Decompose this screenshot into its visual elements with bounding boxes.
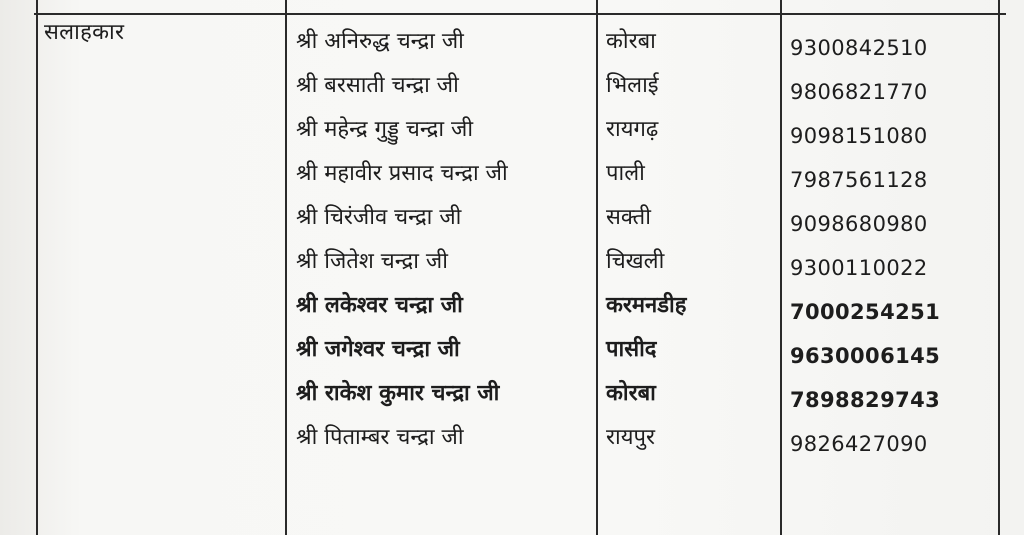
- advisor-phone: 7987561128: [790, 168, 928, 192]
- advisor-phone: 9098151080: [790, 124, 928, 148]
- advisor-name: श्री जितेश चन्द्रा जी: [296, 249, 448, 274]
- advisor-phone: 7898829743: [790, 388, 941, 412]
- advisor-place: पासीद: [606, 337, 657, 362]
- advisor-name: श्री लकेश्वर चन्द्रा जी: [296, 293, 463, 318]
- advisor-place: रायपुर: [606, 425, 655, 450]
- advisor-phone: 9806821770: [790, 80, 928, 104]
- advisor-place: करमनडीह: [606, 293, 687, 318]
- advisor-name: श्री राकेश कुमार चन्द्रा जी: [296, 381, 500, 406]
- advisor-name: श्री अनिरुद्ध चन्द्रा जी: [296, 29, 464, 54]
- advisor-place: रायगढ़: [606, 117, 659, 142]
- advisor-place: पाली: [606, 161, 645, 186]
- advisor-phone: 9098680980: [790, 212, 928, 236]
- advisor-place: कोरबा: [606, 29, 656, 54]
- advisor-place: भिलाई: [606, 73, 659, 98]
- advisor-name: श्री जगेश्वर चन्द्रा जी: [296, 337, 460, 362]
- advisor-name: श्री महेन्द्र गुड्डु चन्द्रा जी: [296, 117, 474, 142]
- advisor-phone: 9630006145: [790, 344, 941, 368]
- category-label: सलाहकार: [44, 20, 125, 45]
- advisor-name: श्री बरसाती चन्द्रा जी: [296, 73, 459, 98]
- advisor-name: श्री पिताम्बर चन्द्रा जी: [296, 425, 464, 450]
- advisor-place: चिखली: [606, 249, 665, 274]
- advisor-place: कोरबा: [606, 381, 656, 406]
- advisor-phone: 7000254251: [790, 300, 941, 324]
- advisor-phone: 9300842510: [790, 36, 928, 60]
- advisor-place: सक्ती: [606, 205, 651, 230]
- advisor-phone: 9300110022: [790, 256, 928, 280]
- advisor-phone: 9826427090: [790, 432, 928, 456]
- advisor-name: श्री महावीर प्रसाद चन्द्रा जी: [296, 161, 508, 186]
- advisor-name: श्री चिरंजीव चन्द्रा जी: [296, 205, 462, 230]
